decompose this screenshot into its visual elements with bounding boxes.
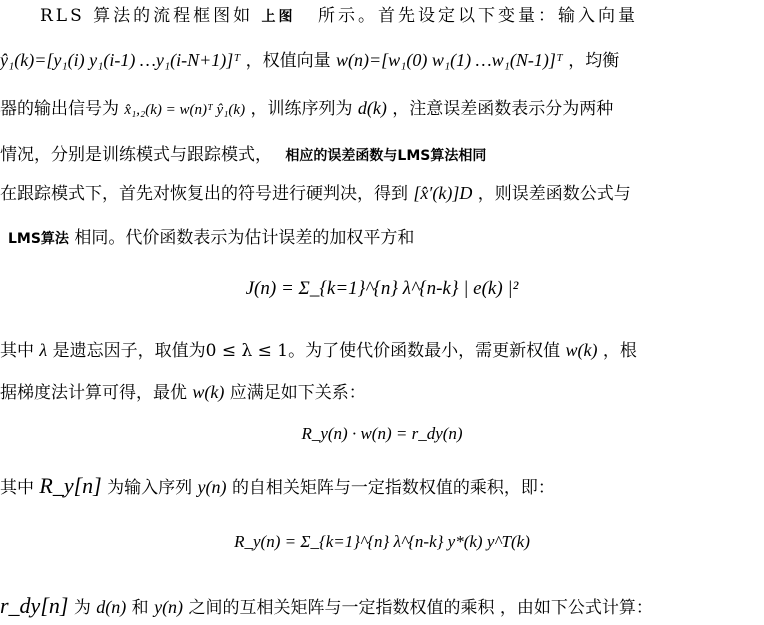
- text: 的自相关矩阵与一定指数权值的乘积，即：: [231, 478, 555, 498]
- text: ，则误差函数公式与: [477, 184, 631, 204]
- bold-text: LMS算法: [8, 231, 69, 247]
- text-line-7: [0, 338, 764, 363]
- math-weight-vector: w(n)=[w₁(0) w₁(1) …w₁(N-1)]ᵀ: [336, 50, 563, 70]
- math-input-seq: y(n): [154, 597, 184, 617]
- bold-reference: 上图: [261, 9, 296, 25]
- math-lambda: λ: [39, 340, 48, 360]
- math-autocorrelation: R_y[n]: [39, 473, 102, 498]
- text: 相同。代价函数表示为估计误差的加权平方和: [74, 228, 415, 248]
- text: ，注意误差函数表示分为两种: [392, 99, 614, 119]
- text: 所示。首先设定以下变量：输入向量: [317, 6, 638, 26]
- text: 为输入序列: [107, 478, 193, 498]
- bold-text: 相应的误差函数与LMS算法相同: [285, 148, 487, 164]
- math-weight: w(k): [565, 340, 598, 360]
- text-line-10: [0, 594, 764, 620]
- text: 在跟踪模式下，首先对恢复出的符号进行硬判决，得到: [0, 184, 408, 204]
- text-line-4: [0, 143, 764, 168]
- text-line-3: [0, 96, 764, 122]
- text: 其中: [0, 341, 34, 361]
- math-hard-decision: [x̂′(k)]D: [413, 183, 473, 203]
- text-line-2: [0, 48, 764, 73]
- text: 情况，分别是训练模式与跟踪模式，: [0, 145, 272, 165]
- math-input-vector: ŷ₁(k)=[y₁(i) y₁(i-1) …y₁(i-N+1)]ᵀ: [0, 50, 241, 70]
- text-line-6: [8, 226, 764, 251]
- text: ，根: [602, 341, 637, 361]
- math-output-signal: x̂₁,₂(k) = w(n)ᵀ ŷ₁(k): [124, 102, 246, 118]
- equation-autocorrelation: R_y(n) = Σ_{k=1}^{n} λ^{n-k} y*(k) y^T(k): [234, 532, 530, 551]
- text: 器的输出信号为: [0, 99, 119, 119]
- equation-cost-function: J(n) = Σ_{k=1}^{n} λ^{n-k} | e(k) |²: [245, 278, 519, 299]
- text: ，均衡: [568, 51, 620, 71]
- math-crosscorrelation: r_dy[n]: [0, 593, 69, 618]
- math-desired: d(n): [96, 597, 127, 617]
- text: 应满足如下关系：: [229, 383, 366, 403]
- text: 是遗忘因子，取值为0 ≤ λ ≤ 1。为了使代价函数最小，需更新权值: [52, 341, 561, 361]
- equation-normal: R_y(n) · w(n) = r_dy(n): [301, 424, 463, 443]
- text: 和: [131, 598, 149, 618]
- text: RLS 算法的流程框图如: [40, 6, 254, 26]
- text-line-5: [0, 181, 764, 206]
- text: 为: [73, 598, 91, 618]
- text-line-9: [0, 474, 764, 500]
- text: 之间的互相关矩阵与一定指数权值的乘积 ，由如下公式计算：: [188, 598, 653, 618]
- text: ，权值向量: [245, 51, 331, 71]
- math-training-seq: d(k): [357, 98, 387, 118]
- text: ，训练序列为: [250, 99, 353, 119]
- math-weight: w(k): [192, 382, 225, 402]
- text: 其中: [0, 478, 34, 498]
- text-line-8: [0, 380, 764, 405]
- text-line-1: [40, 4, 764, 29]
- math-input-seq: y(n): [197, 477, 227, 497]
- text: 据梯度法计算可得，最优: [0, 383, 187, 403]
